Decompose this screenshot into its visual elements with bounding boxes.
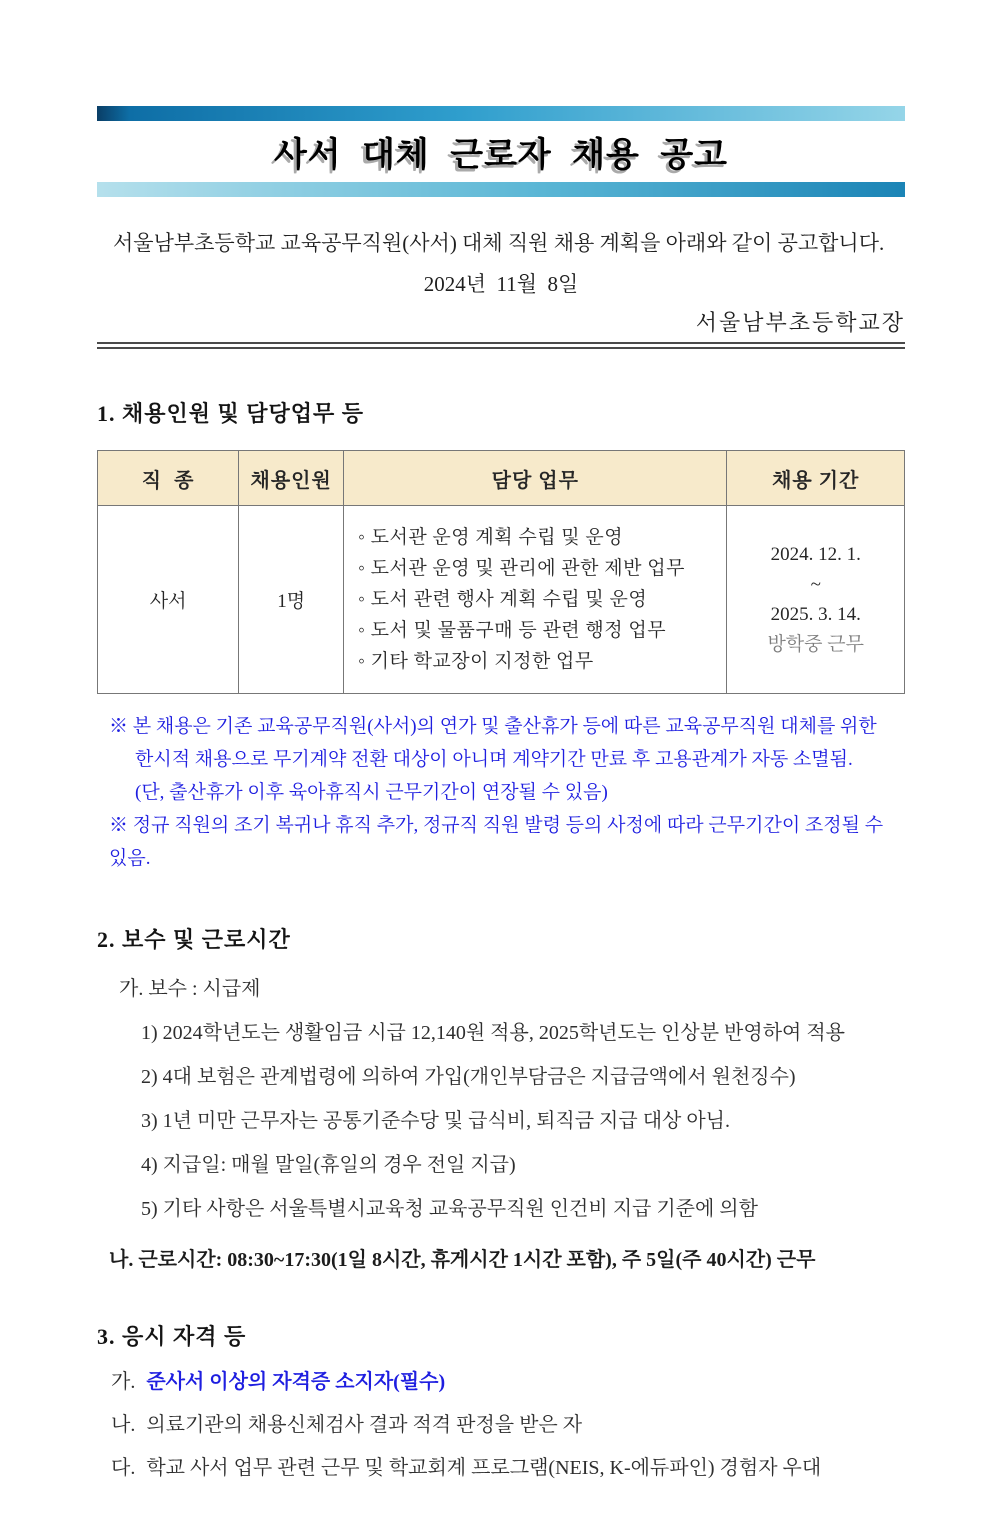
recruit-table [97,450,905,694]
pay-item-2: 2) 4대 보험은 관계법령에 의하여 가입(개인부담금은 지급금액에서 원천징수) [141,1066,796,1088]
header-job: 직 종 [98,451,239,506]
duty-item: ◦ 도서 관련 행사 계획 수립 및 운영 [358,589,648,610]
notes-block [109,710,905,875]
table-header-row [98,451,905,506]
period-start: 2024. 12. 1. [770,543,861,565]
banner-top-gradient-bar [97,106,905,121]
qualification-item-3 [111,1451,905,1480]
section1-heading: 1. 채용인원 및 담당업무 등 [97,401,365,426]
pay-item-3: 3) 1년 미만 근무자는 공통기준수당 및 급식비, 퇴직금 지급 대상 아님. [141,1110,730,1132]
double-rule-divider [97,342,905,349]
qualification-item-1 [111,1365,905,1394]
period-note: 방학중 근무 [767,633,864,655]
section2-heading: 2. 보수 및 근로시간 [97,927,291,952]
banner-bottom-gradient-bar [97,182,905,197]
intro-section [97,227,905,349]
qualification-text: 학교 사서 업무 관련 근무 및 학교회계 프로그램(NEIS, K-에듀파인) 경험자 우대 [146,1457,822,1479]
header-count: 채용인원 [239,451,344,506]
count-cell: 1명 [239,506,344,694]
period-end: 2025. 3. 14. [770,603,861,625]
header-duty: 담당 업무 [344,451,727,506]
pay-item-1: 1) 2024학년도는 생활임금 시급 12,140원 적용, 2025학년도는 인상분 반영하여 적용 [141,1022,845,1044]
qualification-text: 의료기관의 채용신체검사 결과 적격 판정을 받은 자 [146,1414,583,1436]
job-cell: 사서 [98,506,239,694]
duty-item: ◦ 도서관 운영 및 관리에 관한 제반 업무 [358,558,685,579]
item-prefix: 다. [111,1457,136,1479]
item-prefix: 나. [111,1414,136,1436]
note-line: 한시적 채용으로 무기계약 전환 대상이 아니며 계약기간 만료 후 고용관계가 자동 소멸됨. [135,749,853,770]
announcement-date: 2024년 11월 8일 [423,272,579,296]
duty-item: ◦ 도서관 운영 계획 수립 및 운영 [358,527,624,548]
qualification-required-text: 준사서 이상의 자격증 소지자(필수) [146,1371,446,1393]
section3-heading: 3. 응시 자격 등 [97,1324,247,1349]
qualification-item-2 [111,1408,905,1437]
note-line: ※ 정규 직원의 조기 복귀나 휴직 추가, 정규직 직원 발령 등의 사정에 따라 근무기간이 조정될 수 있음. [109,815,884,869]
table-row [98,506,905,694]
duties-cell [344,506,727,694]
duty-item: ◦ 도서 및 물품구매 등 관련 행정 업무 [358,620,667,641]
duty-item: ◦ 기타 학교장이 지정한 업무 [358,651,594,672]
working-hours-value: 08:30~17:30(1일 8시간, 휴게시간 1시간 포함), 주 5일(주 40시간) 근무 [227,1249,816,1271]
page-title: 사서 대체 근로자 채용 공고 [273,136,729,174]
period-cell [727,506,905,694]
note-line: (단, 출산휴가 이후 육아휴직시 근무기간이 연장될 수 있음) [135,782,608,803]
intro-paragraph: 서울남부초등학교 교육공무직원(사서) 대체 직원 채용 계획을 아래와 같이 공고합니다. [113,231,885,255]
pay-item-4: 4) 지급일: 매월 말일(휴일의 경우 전일 지급) [141,1154,516,1176]
working-hours-prefix: 나. 근로시간: [109,1249,223,1271]
pay-label: 가. 보수 : 시급제 [119,978,261,1000]
banner [97,0,905,197]
pay-item-5: 5) 기타 사항은 서울특별시교육청 교육공무직원 인건비 지급 기준에 의함 [141,1198,758,1220]
note-line: ※ 본 채용은 기존 교육공무직원(사서)의 연가 및 출산휴가 등에 따른 교육공무직원 대체를 위한 [109,716,877,737]
period-tilde: ~ [810,573,821,595]
working-hours-line [109,1243,905,1272]
item-prefix: 가. [111,1371,136,1393]
header-period: 채용 기간 [727,451,905,506]
duties-list [358,522,718,677]
signature-line: 서울남부초등학교장 [695,310,905,335]
